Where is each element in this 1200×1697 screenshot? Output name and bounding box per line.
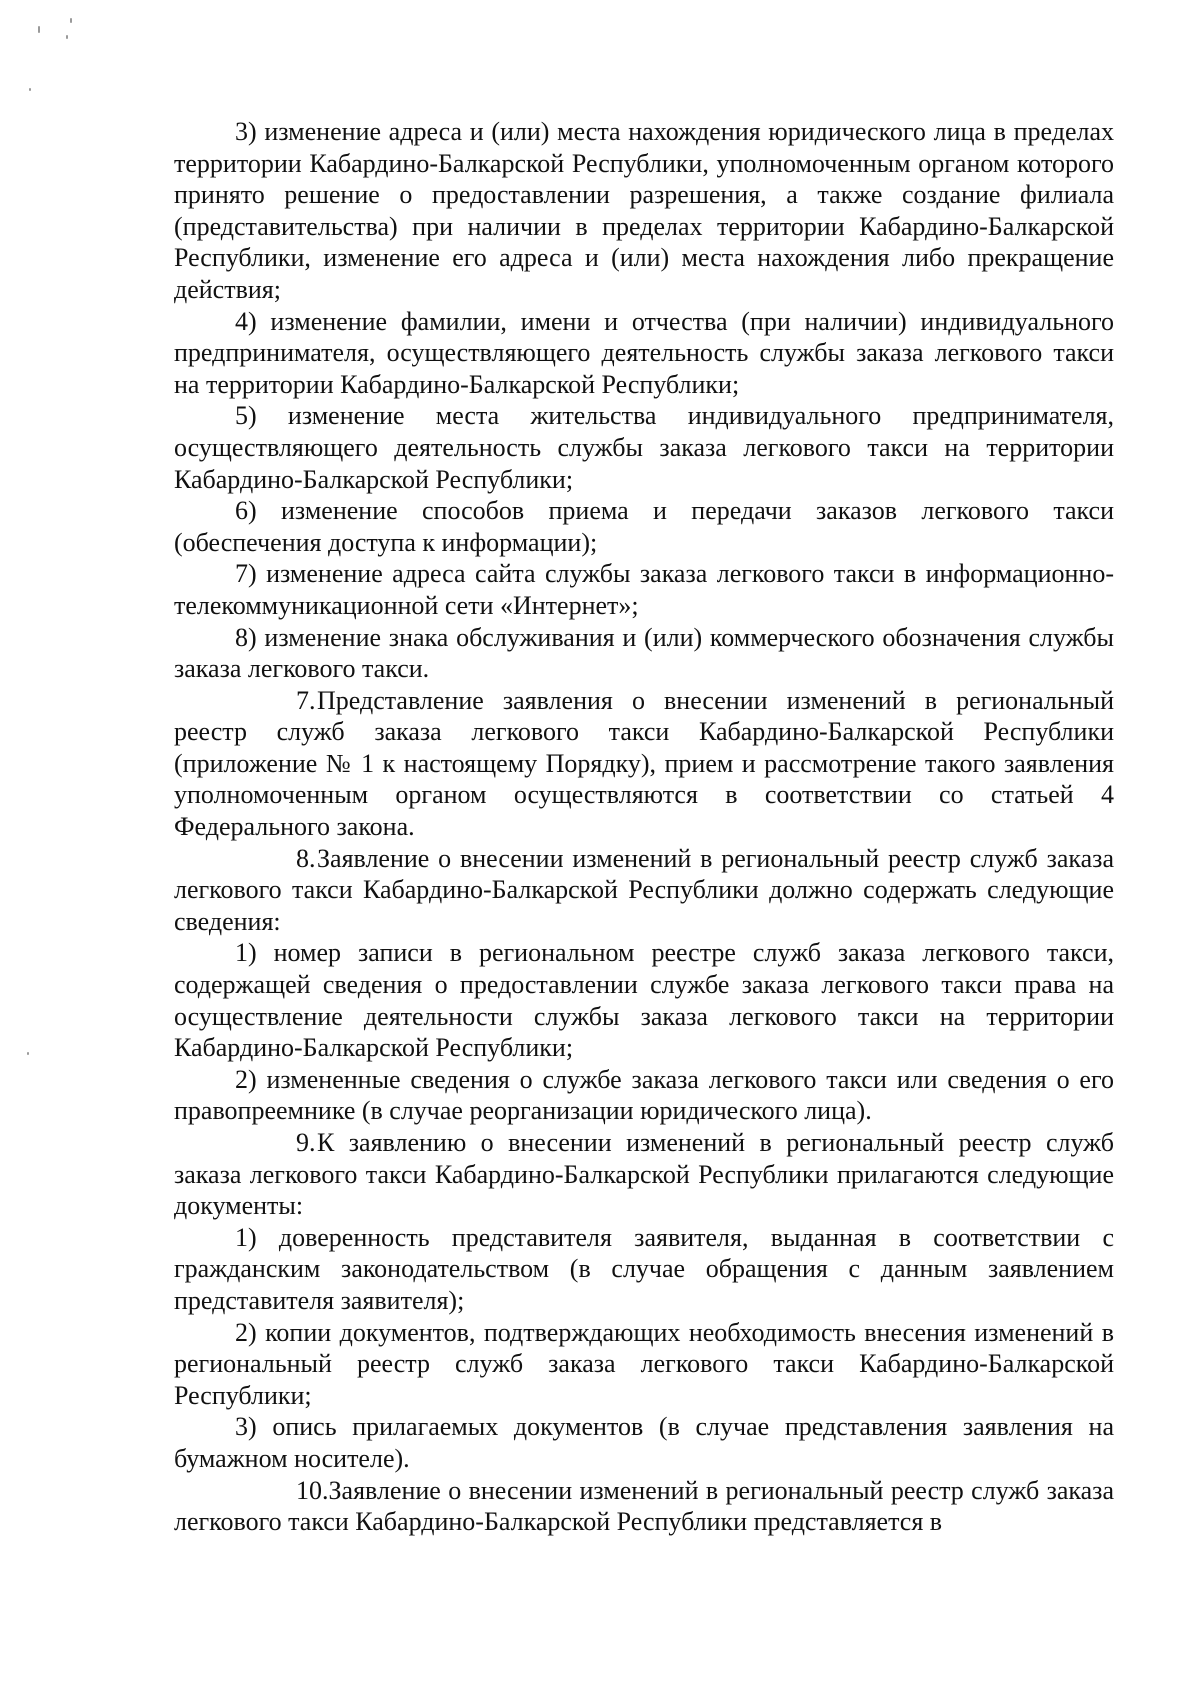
list-item: 1) доверенность представителя заявителя, выданная в соответствии с гражданским законодательством (в случае обращения с данным заявлением представителя заявителя);	[174, 1222, 1114, 1315]
document-body	[174, 116, 1114, 1538]
list-item: 2) копии документов, подтверждающих необходимость внесения изменений в региональный реестр служб заказа легкового такси Кабардино-Балкарской Республики;	[174, 1317, 1114, 1410]
list-item: 2) измененные сведения о службе заказа легкового такси или сведения о его правопреемнике (в случае реорганизации юридического лица).	[174, 1064, 1114, 1126]
clause-text: Заявление о внесении изменений в региональный реестр служб заказа легкового такси Кабардино-Балкарской Республики должно содержать следующие сведения:	[174, 843, 1114, 936]
clause-text: Заявление о внесении изменений в региональный реестр служб заказа легкового такси Кабардино-Балкарской Республики представляется в	[174, 1475, 1114, 1537]
clause-number: 9.	[296, 1128, 316, 1157]
list-item: 1) номер записи в региональном реестре служб заказа легкового такси, содержащей сведения о предоставлении службе заказа легкового такси права на осуществление деятельности службы заказа легкового такси на территории Кабардино-Балкарской Республики;	[174, 938, 1114, 1063]
list-item: 3) опись прилагаемых документов (в случае представления заявления на бумажном носителе).	[174, 1412, 1114, 1473]
numbered-clause	[174, 843, 1114, 938]
clause-number: 10.	[296, 1475, 329, 1505]
list-item: 7) изменение адреса сайта службы заказа легкового такси в информационно-телекоммуникационной сети «Интернет»;	[174, 559, 1114, 620]
clause-number: 8.	[296, 843, 316, 873]
clause-number: 7.	[296, 685, 316, 715]
scan-mark	[66, 35, 68, 39]
numbered-clause	[174, 1127, 1114, 1222]
scan-mark	[70, 18, 72, 23]
list-item: 5) изменение места жительства индивидуального предпринимателя, осуществляющего деятельность службы заказа легкового такси на территории Кабардино-Балкарской Республики;	[174, 401, 1114, 494]
clause-text: К заявлению о внесении изменений в региональный реестр служб заказа легкового такси Кабардино-Балкарской Республики прилагаются следующие документы:	[174, 1128, 1114, 1221]
list-item: 4) изменение фамилии, имени и отчества (при наличии) индивидуального предпринимателя, осуществляющего деятельность службы заказа легкового такси на территории Кабардино-Балкарской Республики;	[174, 306, 1114, 399]
scan-mark	[27, 1052, 29, 1055]
numbered-clause	[174, 1475, 1114, 1538]
numbered-clause	[174, 685, 1114, 843]
scan-mark	[29, 88, 31, 91]
list-item: 8) изменение знака обслуживания и (или) коммерческого обозначения службы заказа легкового такси.	[174, 622, 1114, 684]
list-item: 6) изменение способов приема и передачи заказов легкового такси (обеспечения доступа к информации);	[174, 496, 1114, 557]
clause-text: Представление заявления о внесении изменений в региональный реестр служб заказа легкового такси Кабардино-Балкарской Республики (приложение № 1 к настоящему Порядку), прием и рассмотрение такого заявления уполномоченным органом осуществляются в соответствии со статьей 4 Федерального закона.	[174, 685, 1114, 842]
scan-mark	[38, 26, 40, 33]
list-item: 3) изменение адреса и (или) места нахождения юридического лица в пределах территории Кабардино-Балкарской Республики, уполномоченным органом которого принято решение о предоставлении разрешения, а также создание филиала (представительства) при наличии в пределах территории Кабардино-Балкарской Республики, изменение его адреса и (или) места нахождения либо прекращение действия;	[174, 117, 1114, 304]
